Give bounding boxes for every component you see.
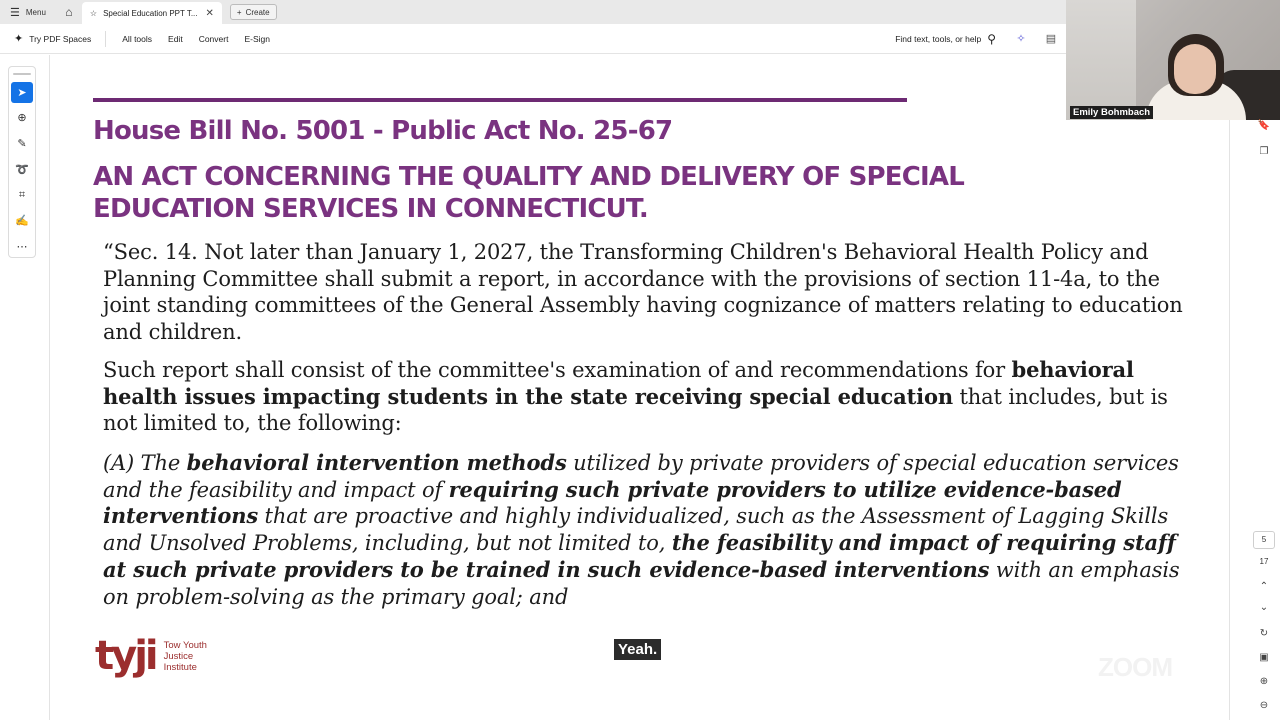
paragraph-report-scope: Such report shall consist of the committee's examination of and recommendations for behavioral health issues impacting students in the state receiving special education that includes, but is not limited to, the following: (103, 357, 1168, 436)
sign-tool[interactable] (11, 211, 33, 232)
e-sign-menu[interactable]: E-Sign (244, 33, 270, 44)
create-label: Create (245, 7, 270, 17)
participant-name: Emily Bohmbach (1070, 106, 1153, 119)
slide-top-rule (93, 98, 907, 102)
left-tool-rail (8, 66, 36, 258)
lasso-tool[interactable] (11, 159, 33, 180)
logo-text: Tow Youth Justice Institute (163, 639, 207, 673)
paragraph-item-a: (A) The behavioral intervention methods utilized by private providers of special education services and the feasibility and impact of requiring such private providers to utilize evidence-based interventions that are proactive and highly individualized, such as the Assessment of Lagging Skills and Unsolved Problems, including, but not limited to, the feasibility and impact of requiring staff at such private providers to be trained in such evidence-based interventions with an emphasis on problem-solving as the primary goal; and (103, 450, 1180, 609)
ai-assistant-icon[interactable]: ✧ (1016, 33, 1026, 45)
slide-subheading: AN ACT CONCERNING THE QUALITY AND DELIVERY OF SPECIAL EDUCATION SERVICES IN CONNECTICUT. (93, 162, 964, 224)
paragraph-section-14: “Sec. 14. Not later than January 1, 2027, the Transforming Children's Behavioral Health Policy and Planning Committee shall submit a report, in accordance with the provisions of section 11-4a, to the joint standing committees of the General Assembly having cognizance of matters relating to education and children. (103, 240, 1183, 345)
tab-document[interactable] (82, 2, 222, 24)
page-edge (1229, 120, 1230, 720)
page-edge (49, 55, 50, 720)
zoom-out-icon[interactable]: ⊖ (1259, 700, 1269, 711)
rail-grip[interactable] (13, 73, 31, 75)
zoom-in-icon[interactable]: ⊕ (1259, 676, 1269, 687)
live-caption: Yeah. (614, 639, 661, 660)
save-icon[interactable]: ▤ (1045, 33, 1057, 45)
chevron-down-icon[interactable]: ⌄ (1259, 602, 1269, 613)
more-tools[interactable] (11, 236, 33, 257)
all-tools-menu[interactable]: All tools (122, 33, 153, 44)
pages-icon[interactable]: ❐ (1259, 146, 1269, 157)
logo-mark: tyji (95, 633, 156, 679)
find-label: Find text, tools, or help (895, 33, 982, 44)
hamburger-icon: ☰ (10, 6, 20, 19)
more-icon: ⋯ (16, 241, 28, 254)
pen-icon: ✎ (17, 138, 27, 151)
signature-icon: ✍ (15, 215, 29, 228)
menu-label: Menu (25, 7, 46, 17)
tab-title: Special Education PPT T... (103, 8, 198, 18)
zoom-tool[interactable] (11, 108, 33, 129)
menu-button[interactable] (0, 0, 56, 24)
text-select-tool[interactable] (11, 185, 33, 206)
star-icon[interactable]: ☆ (89, 8, 98, 18)
edit-menu[interactable]: Edit (168, 33, 183, 44)
refresh-icon[interactable]: ↻ (1259, 628, 1269, 639)
select-tool[interactable] (11, 82, 33, 103)
search-icon: ⚲ (987, 31, 996, 46)
tyji-logo (95, 633, 207, 679)
home-button[interactable] (56, 0, 82, 24)
app-toolbar (0, 24, 1066, 54)
webcam-video[interactable] (1066, 0, 1280, 120)
draw-tool[interactable] (11, 133, 33, 154)
try-pdf-spaces-button[interactable] (0, 31, 106, 47)
close-tab-icon[interactable]: ✕ (205, 7, 214, 19)
create-button[interactable] (230, 4, 277, 20)
slide-heading: House Bill No. 5001 - Public Act No. 25-67 (93, 116, 673, 146)
lasso-icon: ➰ (15, 163, 29, 176)
faint-watermark: ZOOM (1098, 652, 1172, 682)
chevron-up-icon[interactable]: ⌃ (1259, 581, 1269, 592)
zoom-icon: ⊕ (17, 112, 27, 125)
plus-icon: + (236, 7, 242, 17)
find-search[interactable] (895, 32, 1006, 46)
sparkle-icon: ✦ (14, 33, 24, 45)
cursor-icon: ➤ (17, 86, 27, 99)
current-page-input[interactable]: 5 (1253, 531, 1275, 549)
total-pages: 17 (1259, 557, 1269, 566)
browser-tab-strip (0, 0, 1066, 24)
try-pdf-spaces-label: Try PDF Spaces (29, 33, 92, 44)
bookmark-icon[interactable]: 🔖 (1257, 120, 1271, 131)
page-settings-icon[interactable]: ▣ (1259, 652, 1269, 663)
convert-menu[interactable]: Convert (198, 33, 229, 44)
text-box-icon: ⌗ (18, 188, 26, 201)
home-icon: ⌂ (65, 5, 73, 19)
